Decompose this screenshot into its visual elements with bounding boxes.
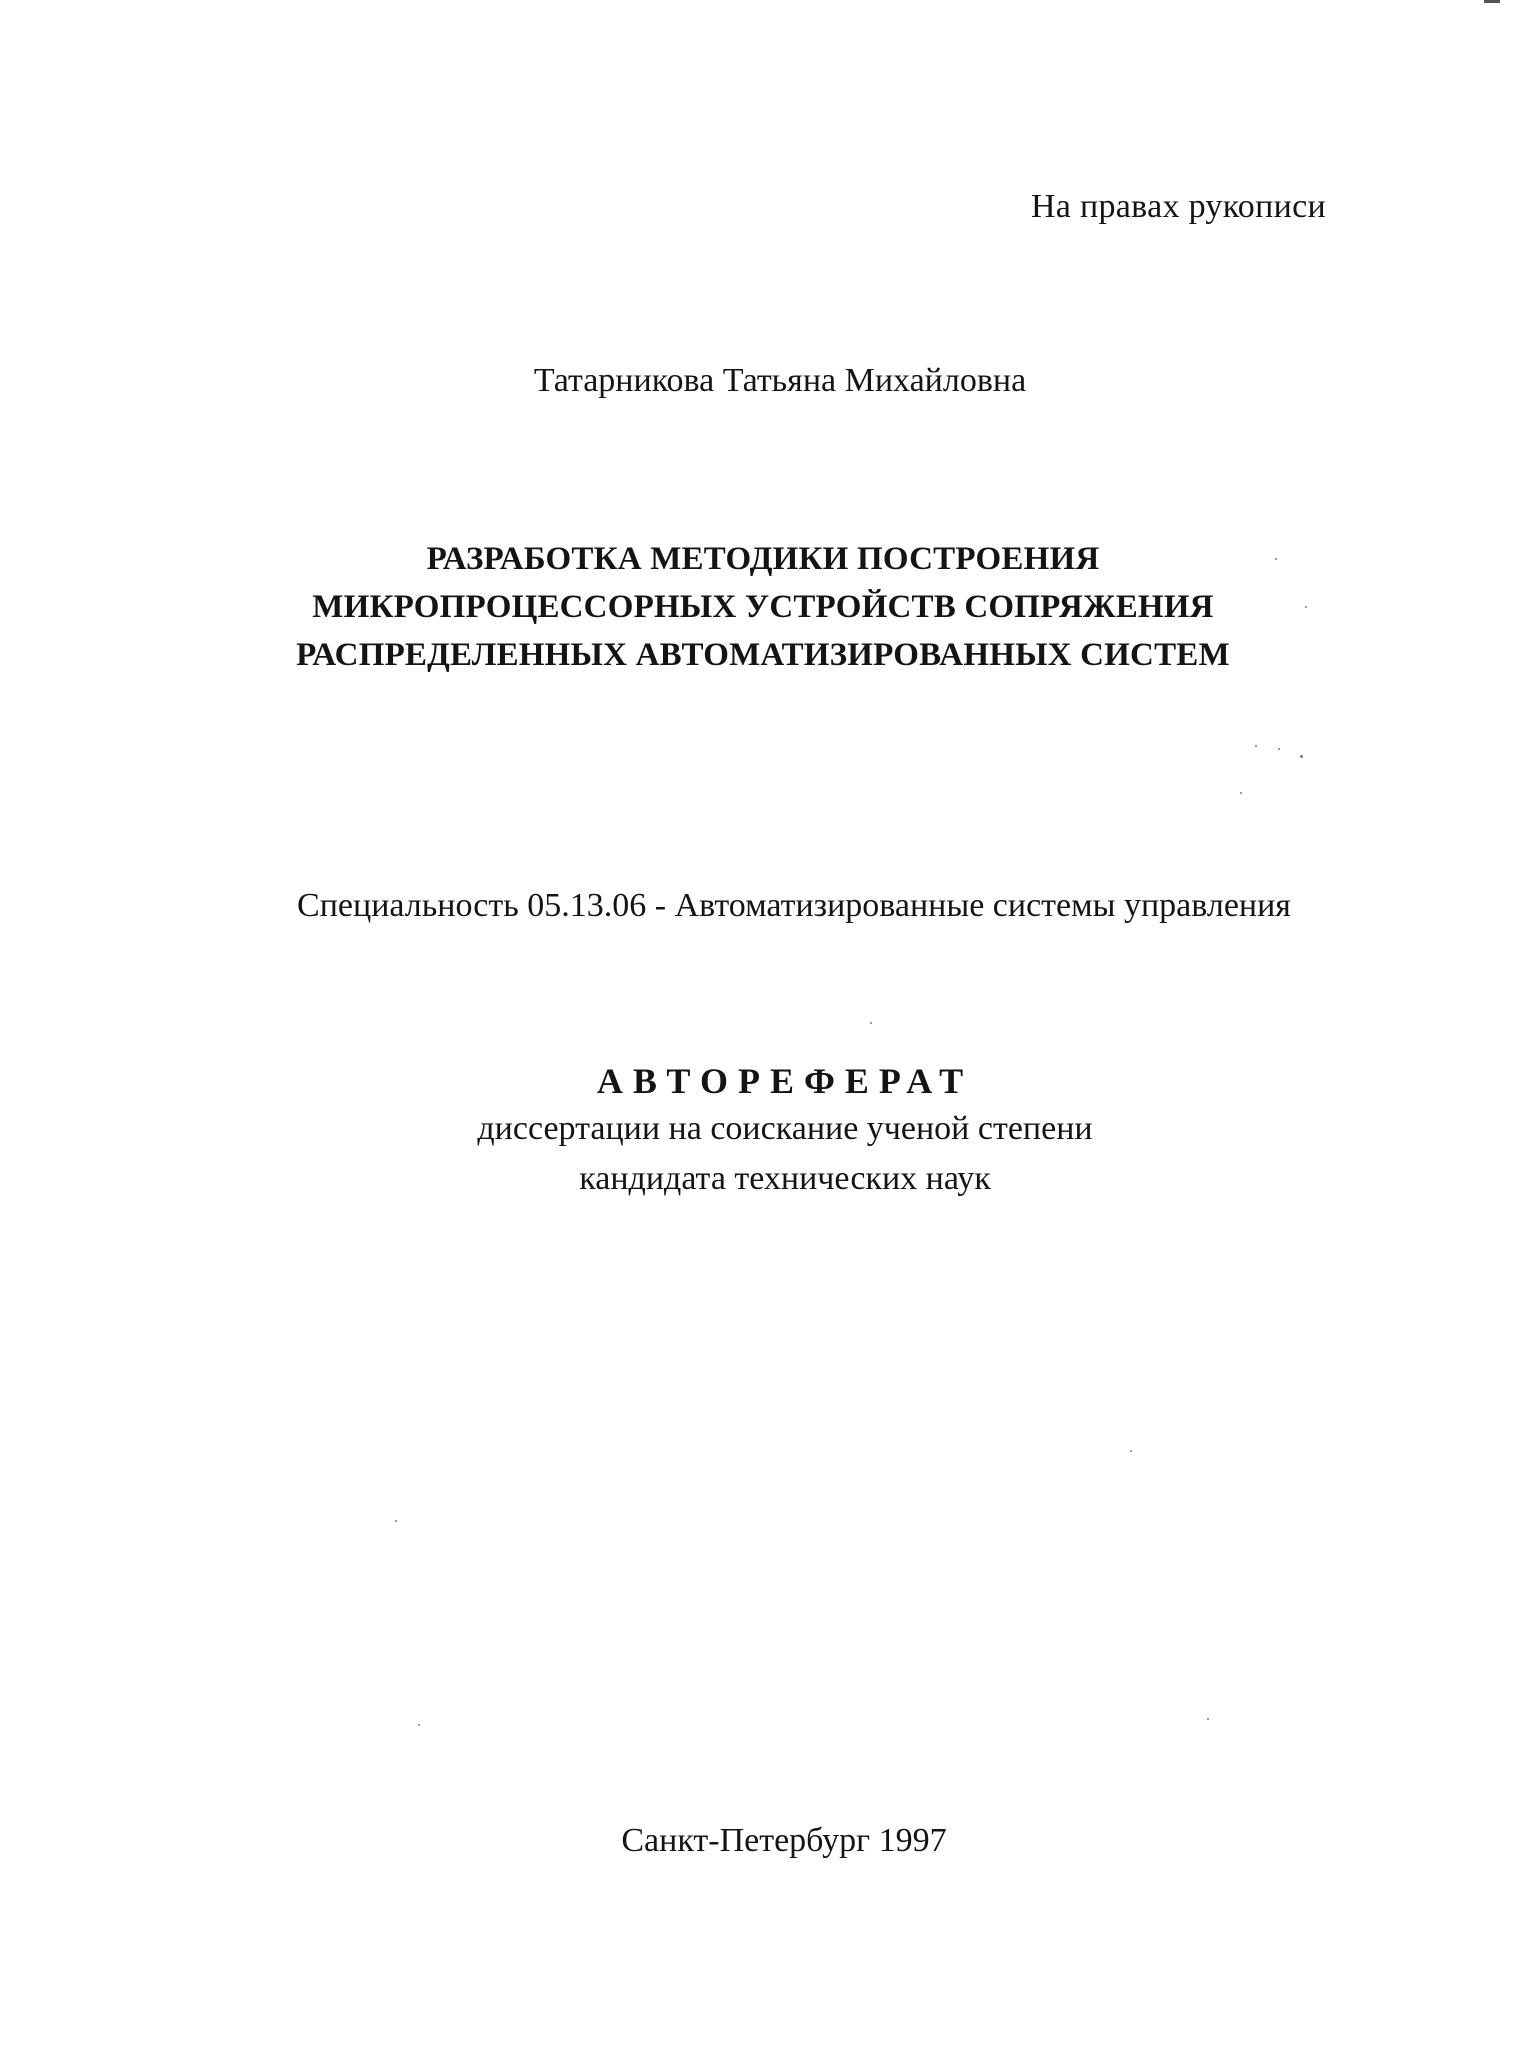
- title-line: РАЗРАБОТКА МЕТОДИКИ ПОСТРОЕНИЯ: [426, 541, 1100, 577]
- degree-line: кандидата технических наук: [579, 1160, 991, 1197]
- degree-line: диссертации на соискание ученой степени: [477, 1110, 1093, 1147]
- rights-note: На правах рукописи: [1030, 188, 1326, 225]
- scan-speck: [1300, 755, 1303, 758]
- scan-speck: [1207, 1718, 1209, 1720]
- scan-speck: [1130, 1450, 1132, 1452]
- scan-speck: [1305, 606, 1307, 608]
- scan-speck: [1255, 745, 1257, 747]
- scan-speck: [1240, 792, 1242, 794]
- scan-speck: [418, 1724, 420, 1726]
- title-line: МИКРОПРОЦЕССОРНЫХ УСТРОЙСТВ СОПРЯЖЕНИЯ: [312, 589, 1214, 625]
- specialty-line: Специальность 05.13.06 - Автоматизированные системы управления: [297, 887, 1291, 924]
- scan-speck: [1278, 748, 1280, 750]
- dissertation-title: [0, 535, 1526, 679]
- abstract-heading: АВТОРЕФЕРАТ: [596, 1061, 974, 1101]
- scan-speck: [1275, 558, 1277, 560]
- city-year: Санкт-Петербург 1997: [621, 1822, 947, 1859]
- scan-speck: [870, 1022, 872, 1024]
- title-line: РАСПРЕДЕЛЕННЫХ АВТОМАТИЗИРОВАННЫХ СИСТЕМ: [296, 637, 1230, 673]
- scan-mark: [1484, 0, 1500, 3]
- scan-speck: [395, 1520, 397, 1522]
- author-name: Татарникова Татьяна Михайловна: [533, 362, 1027, 399]
